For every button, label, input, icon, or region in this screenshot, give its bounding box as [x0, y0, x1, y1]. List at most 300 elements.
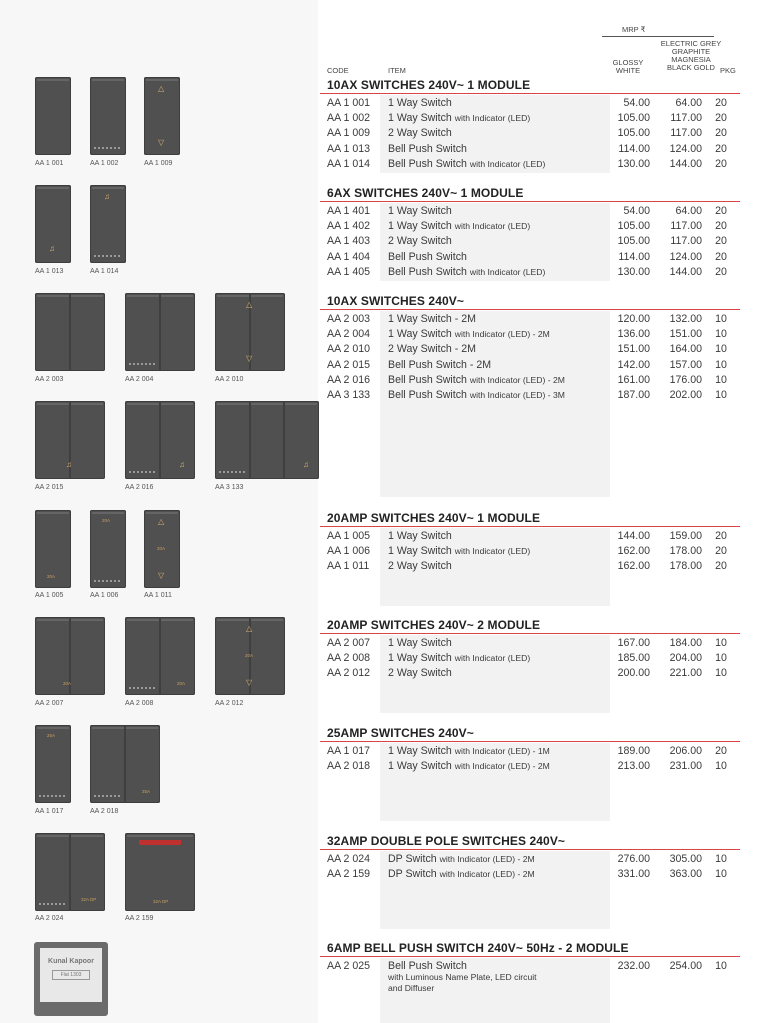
price-electric-grey: 231.00	[669, 760, 702, 773]
product-label: AA 2 018	[90, 808, 119, 815]
table-row	[320, 312, 740, 327]
product-code: AA 2 025	[327, 960, 371, 972]
table-row	[320, 559, 740, 574]
product-item	[388, 234, 452, 249]
section-title: 20AMP SWITCHES 240V~ 1 MODULE	[320, 510, 740, 527]
price-electric-grey: 363.00	[669, 868, 702, 881]
package-qty: 20	[715, 235, 727, 248]
product-item	[388, 96, 452, 111]
price-electric-grey: 184.00	[669, 637, 702, 649]
table-row	[320, 204, 740, 219]
bell-switch-plate-2m-indicator	[125, 401, 195, 479]
package-qty: 10	[715, 388, 727, 401]
package-qty: 10	[715, 328, 727, 341]
table-row	[320, 358, 740, 373]
table-row	[320, 157, 740, 172]
item-note: with Indicator (LED)	[469, 158, 546, 169]
item-name: Bell Push Switch	[388, 388, 467, 401]
price-section	[320, 940, 740, 1003]
table-row	[320, 959, 740, 1003]
product-item	[388, 651, 530, 666]
item-note: with Indicator (LED) - 2M	[454, 761, 550, 772]
arrow-up-icon: △	[158, 517, 165, 526]
product-label: AA 1 013	[35, 268, 64, 275]
price-glossy-white: 105.00	[617, 220, 650, 233]
item-note: with Indicator (LED) - 3M	[469, 389, 565, 400]
price-electric-grey: 124.00	[669, 250, 702, 263]
table-row	[320, 234, 740, 249]
product-code: AA 2 008	[327, 652, 371, 665]
switch-plate-20a-2m-indicator	[125, 617, 195, 695]
price-section	[320, 617, 740, 682]
package-qty: 10	[715, 667, 727, 680]
product-code: AA 1 402	[327, 220, 371, 233]
price-glossy-white: 144.00	[617, 530, 650, 542]
price-electric-grey: 157.00	[669, 358, 702, 371]
price-glossy-white: 54.00	[623, 97, 650, 109]
price-glossy-white: 161.00	[617, 373, 650, 386]
price-section	[320, 77, 740, 172]
price-glossy-white: 276.00	[617, 853, 650, 865]
product-label: AA 2 008	[125, 700, 154, 707]
product-item	[388, 388, 565, 403]
product-code: AA 1 005	[327, 530, 371, 542]
item-name: 2 Way Switch	[388, 667, 452, 680]
price-glossy-white: 151.00	[617, 343, 650, 356]
table-row	[320, 96, 740, 111]
price-glossy-white: 130.00	[617, 157, 650, 170]
amp-mark: 20A	[177, 681, 186, 686]
arrow-up-icon: △	[246, 624, 253, 633]
item-name: DP Switch	[388, 853, 437, 865]
item-name: Bell Push Switch	[388, 265, 467, 278]
package-qty: 20	[715, 97, 727, 109]
item-name: Bell Push Switch	[388, 157, 467, 170]
item-description: with Luminous Name Plate, LED circuit	[388, 972, 537, 982]
item-name: 2 Way Switch	[388, 235, 452, 248]
price-electric-grey: 144.00	[669, 157, 702, 170]
package-qty: 10	[715, 960, 727, 972]
package-qty: 20	[715, 250, 727, 263]
section-title: 20AMP SWITCHES 240V~ 2 MODULE	[320, 617, 740, 634]
product-code: AA 2 159	[327, 868, 371, 881]
table-row	[320, 142, 740, 157]
product-label: AA 2 016	[125, 484, 154, 491]
switch-plate-20a-2m	[35, 617, 105, 695]
product-item	[388, 852, 535, 867]
switch-plate-25a-1m	[35, 725, 71, 803]
section-title: 10AX SWITCHES 240V~	[320, 293, 740, 310]
table-row	[320, 867, 740, 882]
product-code: AA 2 010	[327, 343, 371, 356]
section-title: 25AMP SWITCHES 240V~	[320, 725, 740, 742]
table-row	[320, 126, 740, 141]
dp-switch-plate-red-indicator	[125, 833, 195, 911]
switch-plate-20a-indicator	[90, 510, 126, 588]
package-qty: 10	[715, 853, 727, 865]
table-row	[320, 529, 740, 544]
product-item	[388, 666, 452, 681]
table-row	[320, 744, 740, 759]
led-indicator-icon	[129, 687, 155, 689]
table-row	[320, 250, 740, 265]
led-indicator-icon	[94, 255, 120, 257]
led-indicator-icon	[39, 903, 65, 905]
arrow-down-icon: ▽	[158, 571, 165, 580]
price-section	[320, 833, 740, 882]
product-label: AA 3 133	[215, 484, 244, 491]
product-item	[388, 867, 535, 882]
product-item	[388, 636, 452, 651]
product-code: AA 1 009	[327, 127, 371, 140]
product-label: AA 1 014	[90, 268, 119, 275]
table-row	[320, 219, 740, 234]
item-note: with Indicator (LED) - 1M	[454, 746, 550, 756]
amp-mark: 20A	[102, 518, 111, 523]
item-name: 1 Way Switch	[388, 652, 452, 665]
product-code: AA 1 013	[327, 142, 371, 155]
product-code: AA 2 012	[327, 667, 371, 680]
item-note: with Indicator (LED) - 2M	[439, 869, 535, 880]
price-glossy-white: 142.00	[617, 358, 650, 371]
package-qty: 10	[715, 652, 727, 665]
bell-icon: ♫	[66, 460, 72, 469]
item-note: with Indicator (LED) - 2M	[454, 329, 550, 340]
switch-plate-2way	[144, 77, 180, 155]
item-note: with Indicator (LED)	[469, 266, 546, 277]
item-name: Bell Push Switch	[388, 373, 467, 386]
item-name: 1 Way Switch - 2M	[388, 313, 476, 325]
switch-plate-2m	[35, 293, 105, 371]
name-plate-switch	[34, 942, 108, 1016]
item-name: 1 Way Switch	[388, 112, 452, 125]
product-code: AA 2 007	[327, 637, 371, 649]
package-qty: 20	[715, 142, 727, 155]
price-electric-grey: 178.00	[669, 560, 702, 573]
price-electric-grey: 305.00	[669, 853, 702, 865]
product-label: AA 2 024	[35, 915, 64, 922]
product-label: AA 2 010	[215, 376, 244, 383]
item-name: 1 Way Switch	[388, 328, 452, 341]
price-glossy-white: 232.00	[617, 960, 650, 972]
price-electric-grey: 117.00	[670, 235, 702, 248]
item-name: DP Switch	[388, 868, 437, 881]
price-electric-grey: 221.00	[669, 667, 702, 680]
name-plate-window	[40, 948, 102, 1002]
package-qty: 20	[715, 112, 727, 125]
price-glossy-white: 162.00	[617, 560, 650, 573]
price-section	[320, 293, 740, 403]
price-electric-grey: 176.00	[669, 373, 702, 386]
product-item	[388, 544, 530, 559]
price-glossy-white: 213.00	[617, 760, 650, 773]
price-glossy-white: 162.00	[617, 545, 650, 558]
price-glossy-white: 130.00	[617, 265, 650, 278]
arrow-up-icon: △	[246, 300, 253, 309]
package-qty: 10	[715, 637, 727, 649]
price-glossy-white: 105.00	[617, 235, 650, 248]
price-electric-grey: 206.00	[669, 745, 702, 757]
product-code: AA 2 015	[327, 358, 371, 371]
table-row	[320, 373, 740, 388]
product-code: AA 1 011	[327, 560, 370, 573]
product-code: AA 1 403	[327, 235, 371, 248]
item-name: Bell Push Switch	[388, 142, 467, 155]
price-electric-grey: 132.00	[669, 313, 702, 325]
package-qty: 20	[715, 127, 727, 140]
bell-icon: ♫	[49, 244, 55, 253]
led-indicator-icon	[129, 363, 155, 365]
product-item	[388, 759, 550, 774]
switch-plate-20a	[35, 510, 71, 588]
item-note: with Indicator (LED) - 2M	[469, 374, 565, 385]
product-label: AA 2 004	[125, 376, 154, 383]
item-note: with Indicator (LED)	[454, 546, 531, 557]
dp-switch-plate	[35, 833, 105, 911]
amp-mark: 20A	[245, 653, 254, 658]
product-code: AA 1 017	[327, 745, 371, 757]
package-qty: 10	[715, 343, 727, 356]
table-row	[320, 265, 740, 280]
item-name: 2 Way Switch	[388, 560, 452, 573]
price-electric-grey: 117.00	[670, 220, 702, 233]
item-name: Bell Push Switch	[388, 960, 467, 972]
led-indicator-icon	[94, 795, 120, 797]
header-code: CODE	[327, 66, 349, 75]
header-item: ITEM	[388, 66, 406, 75]
header-glossy: GLOSSY WHITE	[612, 58, 644, 75]
product-item	[388, 312, 476, 327]
product-code: AA 2 016	[327, 373, 371, 386]
switch-plate	[35, 77, 71, 155]
led-indicator-icon	[219, 471, 245, 473]
item-note: with Indicator (LED) - 2M	[439, 854, 535, 864]
price-electric-grey: 202.00	[669, 388, 702, 401]
package-qty: 20	[715, 157, 727, 170]
product-label: AA 2 012	[215, 700, 244, 707]
amp-mark: 32A DP	[153, 899, 169, 904]
item-name: 1 Way Switch	[388, 545, 452, 558]
product-code: AA 1 404	[327, 250, 371, 263]
item-description: and Diffuser	[388, 983, 435, 993]
table-row	[320, 327, 740, 342]
price-electric-grey: 159.00	[669, 530, 702, 542]
product-code: AA 1 006	[327, 545, 371, 558]
item-name: 1 Way Switch	[388, 220, 452, 233]
item-note: with Indicator (LED)	[454, 113, 531, 124]
product-label: AA 1 011	[144, 592, 172, 599]
item-name: Bell Push Switch - 2M	[388, 358, 492, 371]
price-electric-grey: 144.00	[669, 265, 702, 278]
product-item	[388, 204, 452, 219]
bell-icon: ♫	[303, 460, 309, 469]
product-item	[388, 529, 452, 544]
product-item	[388, 342, 476, 357]
amp-mark: 20A	[63, 681, 72, 686]
led-indicator-icon	[94, 580, 120, 582]
bell-icon: ♫	[104, 192, 110, 201]
switch-plate-25a-2m	[90, 725, 160, 803]
price-glossy-white: 105.00	[617, 112, 650, 125]
table-row	[320, 651, 740, 666]
item-name: 1 Way Switch	[388, 760, 452, 773]
bell-icon: ♫	[179, 460, 185, 469]
product-code: AA 3 133	[327, 388, 371, 401]
red-indicator-icon	[139, 840, 181, 845]
item-name: 1 Way Switch	[388, 530, 452, 542]
price-glossy-white: 114.00	[618, 142, 650, 155]
price-glossy-white: 136.00	[617, 328, 650, 341]
led-indicator-icon	[39, 795, 65, 797]
price-electric-grey: 204.00	[669, 652, 702, 665]
bell-switch-plate-indicator	[90, 185, 126, 263]
switch-plate-2m-2way	[215, 293, 285, 371]
price-glossy-white: 54.00	[623, 205, 650, 217]
mrp-heading: MRP ₹	[622, 25, 646, 34]
amp-mark: 32A DP	[81, 897, 97, 902]
product-code: AA 1 405	[327, 265, 371, 278]
price-electric-grey: 254.00	[669, 960, 702, 972]
item-name: 2 Way Switch	[388, 127, 452, 140]
product-code: AA 1 014	[327, 157, 371, 170]
product-code: AA 2 004	[327, 328, 371, 341]
product-code: AA 2 024	[327, 853, 371, 865]
product-item	[388, 250, 467, 265]
price-section	[320, 725, 740, 774]
package-qty: 20	[715, 220, 727, 233]
price-glossy-white: 189.00	[617, 745, 650, 757]
arrow-down-icon: ▽	[158, 138, 165, 147]
item-name: 2 Way Switch - 2M	[388, 343, 476, 356]
price-electric-grey: 164.00	[669, 343, 702, 356]
item-name: 1 Way Switch	[388, 745, 452, 757]
product-code: AA 2 018	[327, 760, 371, 773]
product-item	[388, 744, 550, 759]
section-title: 6AX SWITCHES 240V~ 1 MODULE	[320, 185, 740, 202]
header-electric: ELECTRIC GREY GRAPHITE MAGNESIA BLACK GOLD	[660, 39, 722, 72]
package-qty: 20	[715, 205, 727, 217]
led-indicator-icon	[129, 471, 155, 473]
package-qty: 20	[715, 545, 727, 558]
item-name: 1 Way Switch	[388, 97, 452, 109]
product-code: AA 2 003	[327, 313, 371, 325]
product-item	[388, 142, 467, 157]
product-item	[388, 358, 491, 373]
product-code: AA 1 002	[327, 112, 371, 125]
product-label: AA 1 009	[144, 160, 173, 167]
product-label: AA 2 015	[35, 484, 64, 491]
price-glossy-white: 114.00	[618, 250, 650, 263]
price-electric-grey: 64.00	[675, 205, 702, 217]
product-code: AA 1 001	[327, 97, 371, 109]
price-electric-grey: 178.00	[669, 545, 702, 558]
price-glossy-white: 185.00	[617, 652, 650, 665]
table-row	[320, 759, 740, 774]
package-qty: 20	[715, 530, 727, 542]
price-section	[320, 185, 740, 280]
price-electric-grey: 117.00	[670, 112, 702, 125]
mrp-rule	[602, 36, 714, 37]
table-row	[320, 388, 740, 403]
arrow-down-icon: ▽	[246, 678, 253, 687]
header-pkg: PKG	[720, 66, 736, 75]
price-section	[320, 510, 740, 575]
table-row	[320, 111, 740, 126]
name-plate-name: Kunal Kapoor	[48, 958, 94, 965]
product-label: AA 2 159	[125, 915, 154, 922]
bell-switch-plate-3m-indicator	[215, 401, 319, 479]
product-label: AA 1 002	[90, 160, 119, 167]
arrow-up-icon: △	[158, 84, 165, 93]
section-title: 32AMP DOUBLE POLE SWITCHES 240V~	[320, 833, 740, 850]
switch-plate-20a-2m-2way	[215, 617, 285, 695]
package-qty: 10	[715, 868, 727, 881]
product-item	[388, 327, 550, 342]
bell-switch-plate	[35, 185, 71, 263]
package-qty: 20	[715, 745, 727, 757]
product-item	[388, 373, 565, 388]
table-row	[320, 636, 740, 651]
price-glossy-white: 105.00	[617, 127, 650, 140]
item-name: 1 Way Switch	[388, 205, 452, 217]
product-label: AA 1 001	[35, 160, 64, 167]
item-name: Bell Push Switch	[388, 250, 467, 263]
price-electric-grey: 117.00	[670, 127, 702, 140]
product-label: AA 1 006	[90, 592, 119, 599]
price-glossy-white: 331.00	[617, 868, 650, 881]
switch-plate-indicator	[90, 77, 126, 155]
name-plate-flat: Flat 1303	[52, 970, 90, 980]
amp-mark: 20A	[157, 546, 166, 551]
package-qty: 20	[715, 265, 727, 278]
section-title: 6AMP BELL PUSH SWITCH 240V~ 50Hz - 2 MODULE	[320, 940, 740, 957]
amp-mark: 20A	[47, 574, 56, 579]
table-row	[320, 342, 740, 357]
item-note: with Indicator (LED)	[454, 221, 531, 232]
bell-switch-plate-2m	[35, 401, 105, 479]
package-qty: 10	[715, 373, 727, 386]
product-item	[388, 219, 530, 234]
led-indicator-icon	[94, 147, 120, 149]
product-label: AA 2 007	[35, 700, 64, 707]
table-row	[320, 666, 740, 681]
product-item	[388, 111, 530, 126]
amp-mark: 25A	[142, 789, 151, 794]
table-row	[320, 852, 740, 867]
price-glossy-white: 167.00	[617, 637, 650, 649]
product-item	[388, 126, 452, 141]
product-item	[388, 961, 537, 994]
price-electric-grey: 151.00	[669, 328, 702, 341]
product-label: AA 1 005	[35, 592, 64, 599]
package-qty: 10	[715, 358, 727, 371]
item-name: 1 Way Switch	[388, 637, 452, 649]
package-qty: 20	[715, 560, 727, 573]
price-glossy-white: 200.00	[617, 667, 650, 680]
product-label: AA 1 017	[35, 808, 64, 815]
price-electric-grey: 64.00	[675, 97, 702, 109]
package-qty: 10	[715, 760, 727, 773]
product-code: AA 1 401	[327, 205, 371, 217]
item-note: with Indicator (LED)	[454, 653, 531, 664]
switch-plate-2m-indicator	[125, 293, 195, 371]
arrow-down-icon: ▽	[246, 354, 253, 363]
product-item	[388, 265, 545, 280]
section-title: 10AX SWITCHES 240V~ 1 MODULE	[320, 77, 740, 94]
price-electric-grey: 124.00	[669, 142, 702, 155]
table-row	[320, 544, 740, 559]
price-glossy-white: 187.00	[617, 388, 650, 401]
